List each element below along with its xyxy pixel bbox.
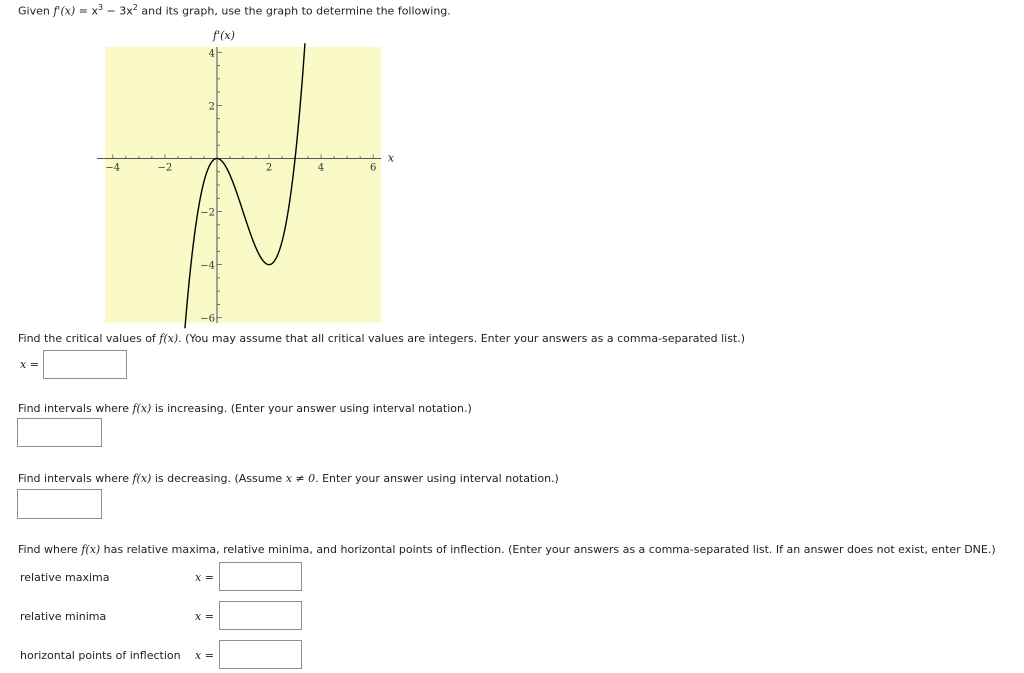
q3-fx: f(x)	[132, 472, 152, 485]
intro-eq-exp1: 3	[97, 3, 104, 12]
intro-eq-exp2: 2	[132, 3, 138, 12]
x-tick-label: 6	[370, 162, 377, 174]
x-tick-label: −4	[105, 162, 121, 174]
q1-fx: f(x)	[159, 332, 179, 345]
q3-text-c: . Enter your answer using interval notation.)	[315, 472, 559, 485]
x-axis-label: x	[387, 151, 395, 165]
rel-max-x-label: x =	[195, 571, 214, 584]
q1-text-b: . (You may assume that all critical values are integers. Enter your answers as a comma-separated list.)	[178, 332, 746, 345]
critical-values-x-label: x =	[20, 358, 39, 371]
y-tick-label: −4	[200, 260, 215, 272]
rel-max-label: relative maxima	[20, 571, 110, 584]
rel-min-x-label: x =	[195, 610, 214, 623]
q2-text-b: is increasing. (Enter your answer using interval notation.)	[151, 402, 472, 415]
question-decreasing	[18, 472, 559, 485]
q3-condition: x ≠ 0	[285, 472, 316, 485]
q3-text-a: Find intervals where	[18, 472, 133, 485]
hpi-input[interactable]	[219, 640, 302, 669]
y-axis-label: f'(x)	[213, 29, 235, 42]
y-tick-label: −2	[200, 207, 215, 219]
question-extrema	[18, 543, 996, 556]
intro-eq-lhs: = x	[78, 4, 98, 18]
rel-min-label: relative minima	[20, 610, 107, 623]
q4-text-a: Find where	[18, 543, 82, 556]
hpi-x-label: x =	[195, 649, 214, 662]
x-tick-label: −2	[157, 162, 173, 174]
decreasing-input[interactable]	[17, 489, 102, 519]
intro-fprime: f'(x)	[53, 4, 76, 18]
q4-text-b: has relative maxima, relative minima, and horizontal points of inflection. (Enter your answers as a comma-separated list. If an answer does not exist, enter DNE.)	[100, 543, 996, 556]
y-tick-label: 4	[208, 48, 215, 60]
intro-given: Given	[18, 4, 50, 18]
q2-text-a: Find intervals where	[18, 402, 133, 415]
y-tick-label: −6	[200, 313, 215, 325]
q4-fx: f(x)	[81, 543, 101, 556]
q3-text-b: is decreasing. (Assume	[151, 472, 286, 485]
question-increasing	[18, 402, 472, 415]
x-tick-label: 2	[265, 162, 273, 174]
question-critical-values	[18, 332, 745, 345]
plot-background	[105, 47, 381, 323]
critical-values-input[interactable]	[43, 350, 127, 379]
rel-min-input[interactable]	[219, 601, 302, 630]
increasing-input[interactable]	[17, 418, 102, 447]
rel-max-input[interactable]	[219, 562, 302, 591]
y-tick-label: 2	[208, 101, 215, 113]
q2-fx: f(x)	[132, 402, 152, 415]
intro-rest: and its graph, use the graph to determine the following.	[137, 4, 451, 18]
hpi-label: horizontal points of inflection	[20, 649, 181, 662]
intro-eq-mid: − 3x	[103, 4, 133, 18]
q1-text-a: Find the critical values of	[18, 332, 160, 345]
x-tick-label: 4	[317, 162, 325, 174]
